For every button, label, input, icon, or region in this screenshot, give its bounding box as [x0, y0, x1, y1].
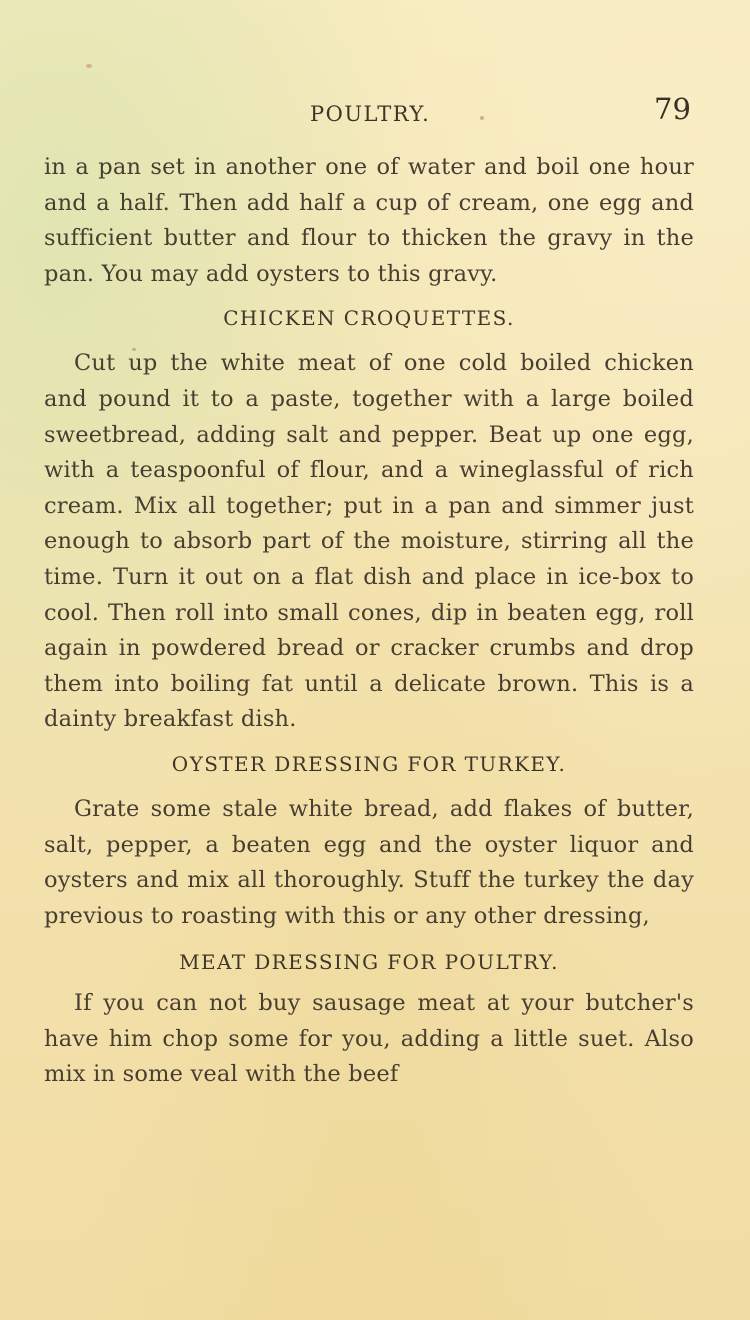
- paragraph-chicken-croquettes: Cut up the white meat of one cold boiled chicken and pound it to a paste, together with a large boiled sweetbread, adding salt and pepper. Beat up one egg, with a teaspoonful of flour, and a wineglassful of rich cream. Mix all together; put in a pan and simmer just enough to absorb part of the moisture, stirring all the time. Turn it out on a flat dish and place in ice-box to cool. Then roll into small cones, dip in beaten egg, roll again in powdered bread or cracker crumbs and drop them into boiling fat until a delicate brown. This is a dainty breakfast dish.: [44, 350, 694, 733]
- paper-speck: [86, 64, 92, 68]
- page-number: 79: [654, 92, 691, 126]
- running-head: [0, 92, 750, 132]
- recipe-heading-chicken-croquettes: CHICKEN CROQUETTES.: [223, 306, 515, 331]
- body-text: [44, 150, 694, 1093]
- paragraph-continued: in a pan set in another one of water and boil one hour and a half. Then add half a cup of cream, one egg and sufficient butter and flour to thicken the gravy in the pan. You may add oysters to this gravy.: [44, 154, 694, 287]
- running-title: POULTRY.: [310, 102, 431, 126]
- paragraph-meat-dressing: If you can not buy sausage meat at your butcher's have him chop some for you, adding a little suet. Also mix in some veal with the beef: [44, 990, 694, 1088]
- recipe-heading-meat-dressing: MEAT DRESSING FOR POULTRY.: [179, 950, 559, 975]
- recipe-heading-oyster-dressing: OYSTER DRESSING FOR TURKEY.: [171, 751, 567, 776]
- paragraph-oyster-dressing: Grate some stale white bread, add flakes of butter, salt, pepper, a beaten egg and the oyster liquor and oysters and mix all thoroughly. Stuff the turkey the day previous to roasting with this or any other dressing,: [44, 795, 694, 929]
